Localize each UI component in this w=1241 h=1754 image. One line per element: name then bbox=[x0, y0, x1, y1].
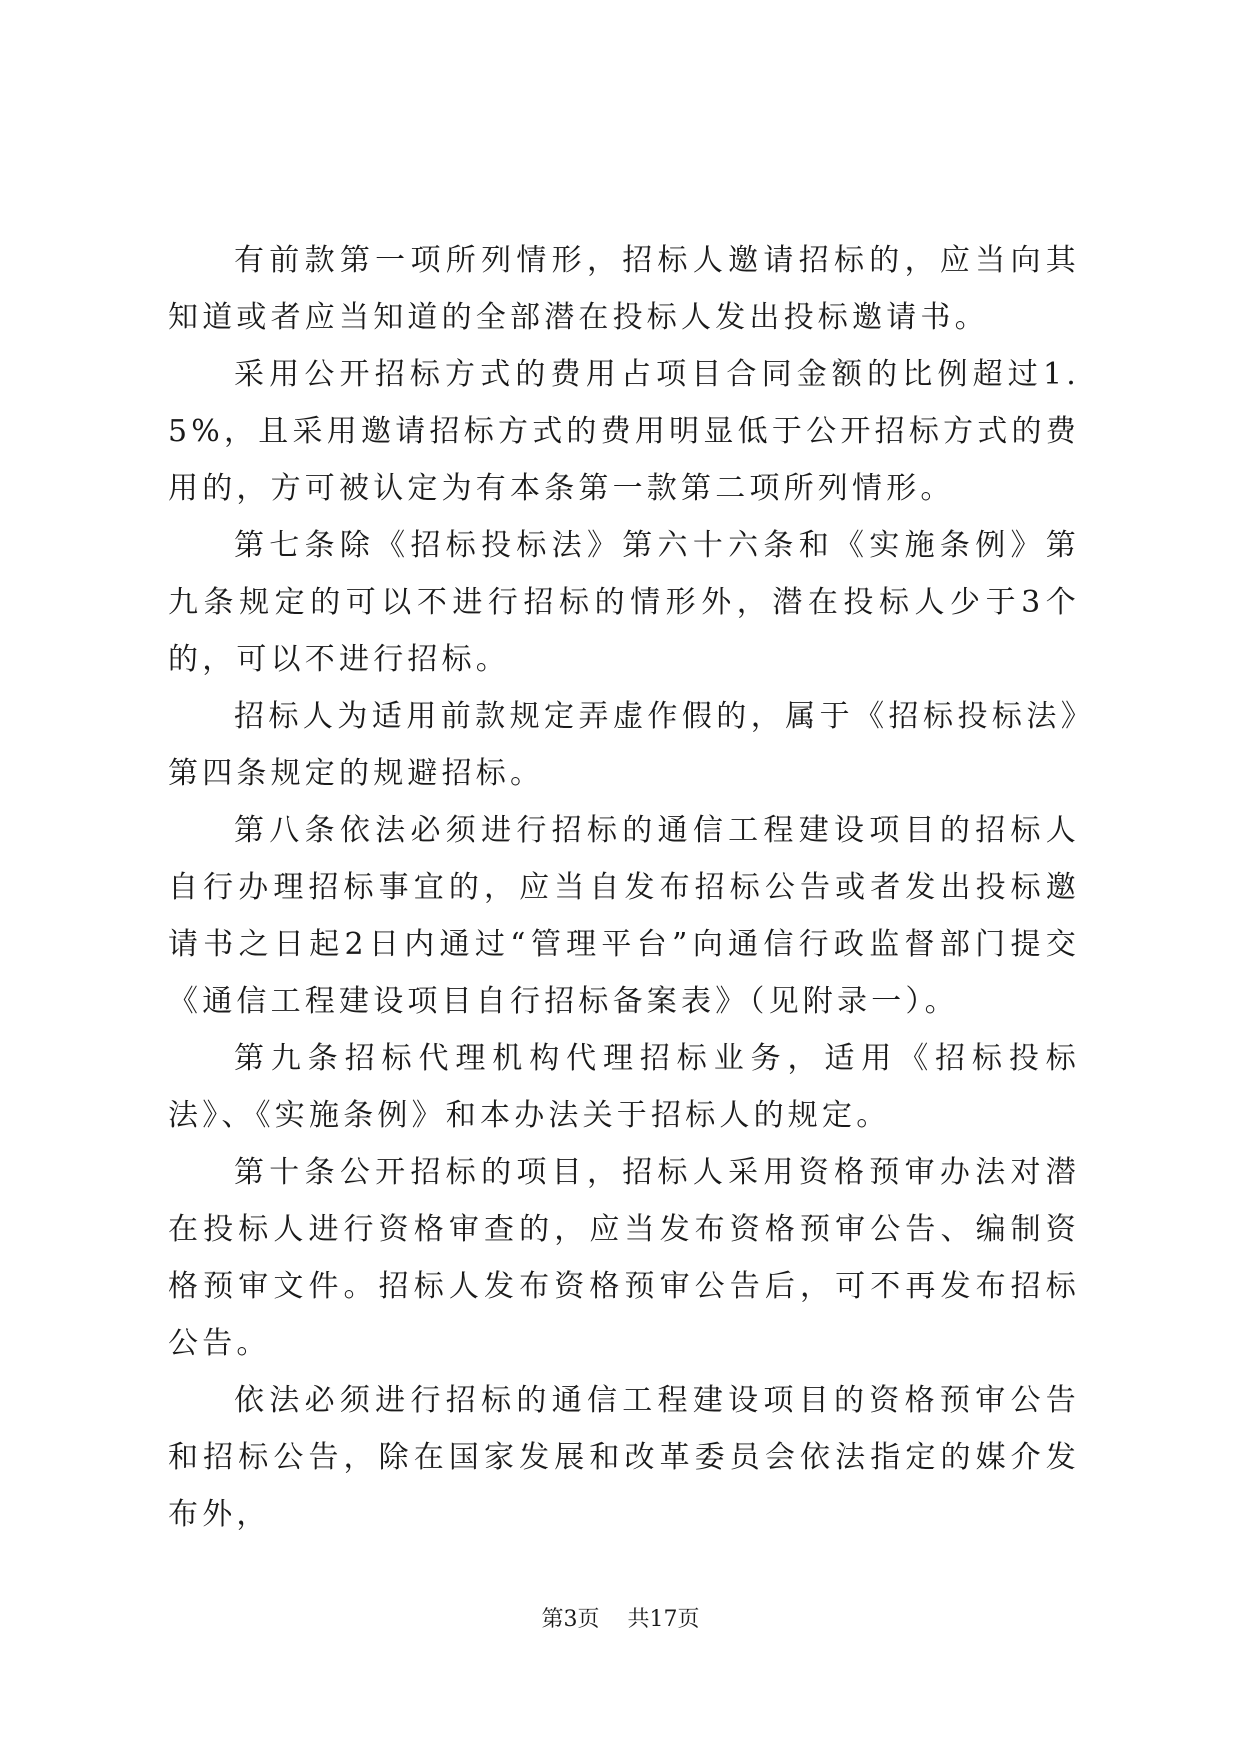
current-page-number: 第3页 bbox=[541, 1607, 600, 1632]
document-body bbox=[168, 232, 1080, 1543]
paragraph-8: 依法必须进行招标的通信工程建设项目的资格预审公告和招标公告，除在国家发展和改革委员会依法指定的媒介发布外， bbox=[168, 1383, 1080, 1532]
paragraph-7: 第十条公开招标的项目，招标人采用资格预审办法对潜在投标人进行资格审查的，应当发布资格预审公告、编制资格预审文件。招标人发布资格预审公告后，可不再发布招标公告。 bbox=[168, 1155, 1080, 1361]
paragraph-6: 第九条招标代理机构代理招标业务，适用《招标投标法》、《实施条例》和本办法关于招标人的规定。 bbox=[168, 1041, 1080, 1133]
paragraph-3: 第七条除《招标投标法》第六十六条和《实施条例》第九条规定的可以不进行招标的情形外，潜在投标人少于3个的，可以不进行招标。 bbox=[168, 528, 1080, 677]
page-footer bbox=[0, 1605, 1241, 1635]
total-page-count: 共17页 bbox=[627, 1607, 700, 1632]
paragraph-5: 第八条依法必须进行招标的通信工程建设项目的招标人自行办理招标事宜的，应当自发布招标公告或者发出投标邀请书之日起2日内通过“管理平台”向通信行政监督部门提交《通信工程建设项目自行招标备案表》（见附录一）。 bbox=[168, 813, 1080, 1019]
paragraph-2: 采用公开招标方式的费用占项目合同金额的比例超过1.5%，且采用邀请招标方式的费用明显低于公开招标方式的费用的，方可被认定为有本条第一款第二项所列情形。 bbox=[168, 357, 1080, 506]
paragraph-4: 招标人为适用前款规定弄虚作假的，属于《招标投标法》第四条规定的规避招标。 bbox=[168, 699, 1080, 791]
paragraph-1: 有前款第一项所列情形，招标人邀请招标的，应当向其知道或者应当知道的全部潜在投标人发出投标邀请书。 bbox=[168, 243, 1080, 335]
